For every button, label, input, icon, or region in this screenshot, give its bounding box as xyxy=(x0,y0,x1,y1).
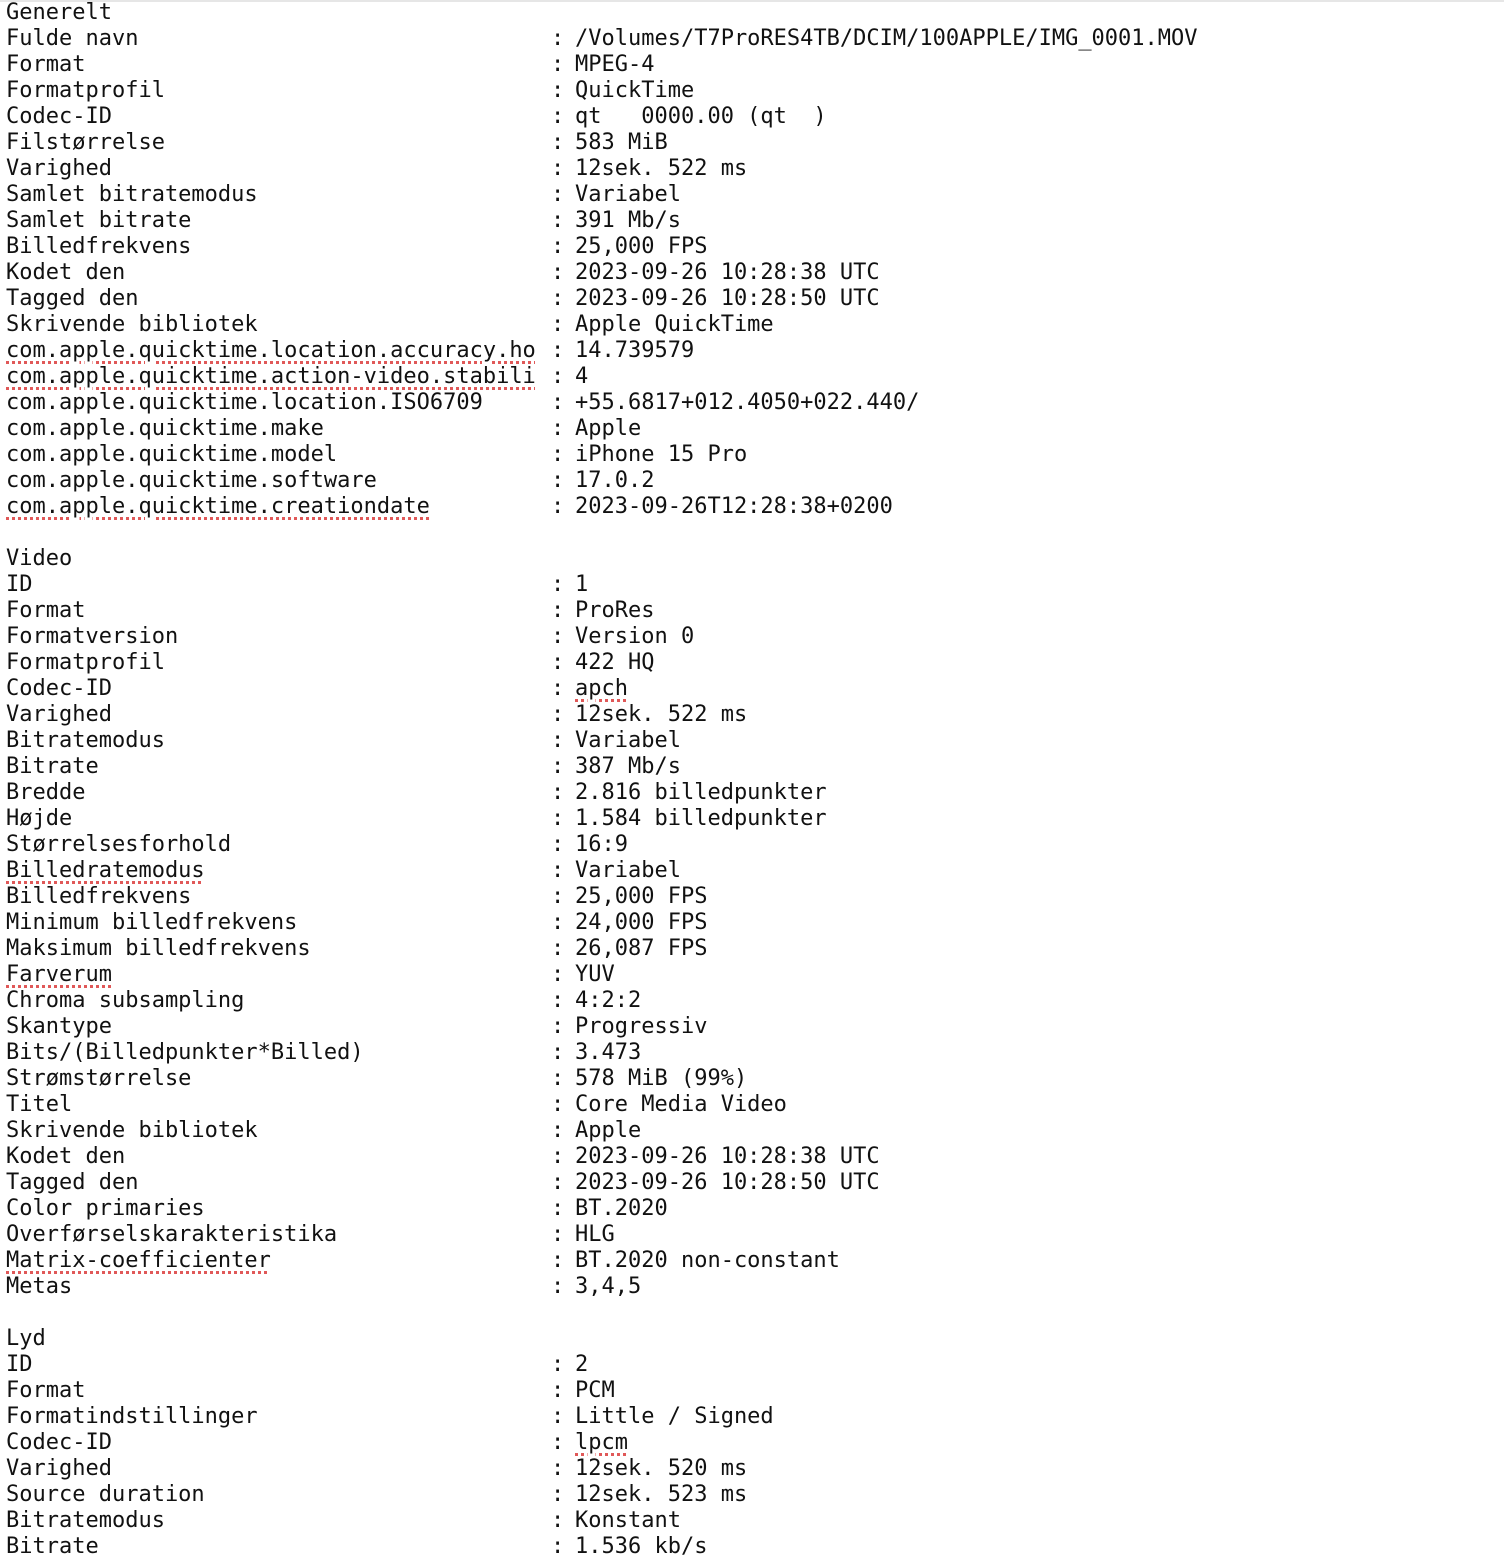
info-row xyxy=(6,988,1504,1014)
info-row xyxy=(6,832,1504,858)
info-separator: : xyxy=(551,390,565,415)
info-separator: : xyxy=(551,1508,565,1533)
info-value: 2023-09-26T12:28:38+0200 xyxy=(575,494,893,519)
info-key: Bitrate xyxy=(6,1534,99,1559)
info-value: iPhone 15 Pro xyxy=(575,442,748,467)
info-value: MPEG-4 xyxy=(575,52,655,77)
info-value: Variabel xyxy=(575,182,681,207)
info-row xyxy=(6,1248,1504,1274)
info-separator: : xyxy=(551,182,565,207)
info-row xyxy=(6,650,1504,676)
info-separator: : xyxy=(551,26,565,51)
info-key: com.apple.quicktime.location.accuracy.ho xyxy=(6,338,536,363)
info-key: Chroma subsampling xyxy=(6,988,245,1013)
info-value: Variabel xyxy=(575,728,681,753)
info-value: 25,000 FPS xyxy=(575,234,708,259)
info-separator: : xyxy=(551,624,565,649)
section-title-text: Video xyxy=(6,546,73,571)
info-separator: : xyxy=(551,572,565,597)
info-separator: : xyxy=(551,1040,565,1065)
info-key: ID xyxy=(6,1352,33,1377)
info-value: 4:2:2 xyxy=(575,988,642,1013)
info-separator: : xyxy=(551,1430,565,1455)
info-row xyxy=(6,962,1504,988)
info-value: 1.536 kb/s xyxy=(575,1534,708,1559)
info-separator: : xyxy=(551,1014,565,1039)
info-separator: : xyxy=(551,1196,565,1221)
info-key: Formatindstillinger xyxy=(6,1404,258,1429)
info-value: 583 MiB xyxy=(575,130,668,155)
info-key: Skrivende bibliotek xyxy=(6,312,258,337)
info-key: Tagged den xyxy=(6,286,139,311)
info-key: Formatversion xyxy=(6,624,179,649)
info-value: Konstant xyxy=(575,1508,681,1533)
info-separator: : xyxy=(551,468,565,493)
info-separator: : xyxy=(551,1378,565,1403)
info-row xyxy=(6,754,1504,780)
info-row xyxy=(6,780,1504,806)
info-row xyxy=(6,1014,1504,1040)
info-row xyxy=(6,1534,1504,1560)
info-separator: : xyxy=(551,1274,565,1299)
info-row xyxy=(6,936,1504,962)
info-row xyxy=(6,26,1504,52)
info-row xyxy=(6,1482,1504,1508)
info-value: 25,000 FPS xyxy=(575,884,708,909)
info-key: Color primaries xyxy=(6,1196,205,1221)
info-value: 391 Mb/s xyxy=(575,208,681,233)
info-row xyxy=(6,416,1504,442)
info-key: Bits/(Billedpunkter*Billed) xyxy=(6,1040,364,1065)
info-key: Formatprofil xyxy=(6,650,165,675)
info-row xyxy=(6,858,1504,884)
info-row xyxy=(6,1430,1504,1456)
info-separator: : xyxy=(551,676,565,701)
info-separator: : xyxy=(551,962,565,987)
info-value xyxy=(575,676,628,702)
info-value: 24,000 FPS xyxy=(575,910,708,935)
section-title xyxy=(6,0,1504,26)
info-key: com.apple.quicktime.model xyxy=(6,442,338,467)
info-separator: : xyxy=(551,806,565,831)
info-row xyxy=(6,1170,1504,1196)
section-title-text: Generelt xyxy=(6,0,112,25)
info-key: Codec-ID xyxy=(6,1430,112,1455)
info-value xyxy=(575,1430,628,1456)
info-value-text: lpcm xyxy=(575,1430,628,1455)
info-key: Format xyxy=(6,598,86,623)
info-key: Codec-ID xyxy=(6,676,112,701)
info-value: +55.6817+012.4050+022.440/ xyxy=(575,390,920,415)
info-row xyxy=(6,884,1504,910)
info-value: qt 0000.00 (qt ) xyxy=(575,104,827,129)
info-key: Filstørrelse xyxy=(6,130,165,155)
info-value: BT.2020 xyxy=(575,1196,668,1221)
info-value: Progressiv xyxy=(575,1014,708,1039)
info-separator: : xyxy=(551,1248,565,1273)
info-separator: : xyxy=(551,208,565,233)
info-value: 12sek. 522 ms xyxy=(575,156,748,181)
info-key: Samlet bitrate xyxy=(6,208,192,233)
info-key: Minimum billedfrekvens xyxy=(6,910,298,935)
info-key: Overførselskarakteristika xyxy=(6,1222,338,1247)
info-row xyxy=(6,1196,1504,1222)
info-separator: : xyxy=(551,364,565,389)
info-separator: : xyxy=(551,702,565,727)
info-separator: : xyxy=(551,494,565,519)
info-separator: : xyxy=(551,1092,565,1117)
info-separator: : xyxy=(551,52,565,77)
info-separator: : xyxy=(551,1534,565,1559)
info-key: Samlet bitratemodus xyxy=(6,182,258,207)
info-value: Version 0 xyxy=(575,624,695,649)
info-value: Apple QuickTime xyxy=(575,312,774,337)
info-key: Matrix-coefficienter xyxy=(6,1248,271,1273)
info-row xyxy=(6,208,1504,234)
info-key: com.apple.quicktime.location.ISO6709 xyxy=(6,390,483,415)
info-row xyxy=(6,1118,1504,1144)
info-separator: : xyxy=(551,234,565,259)
info-separator: : xyxy=(551,312,565,337)
info-value: QuickTime xyxy=(575,78,695,103)
info-row xyxy=(6,806,1504,832)
info-value: 387 Mb/s xyxy=(575,754,681,779)
info-row xyxy=(6,1144,1504,1170)
info-row xyxy=(6,624,1504,650)
info-key: Titel xyxy=(6,1092,73,1117)
info-row xyxy=(6,104,1504,130)
info-key: Tagged den xyxy=(6,1170,139,1195)
info-key: Fulde navn xyxy=(6,26,139,51)
info-row xyxy=(6,1508,1504,1534)
info-row xyxy=(6,1222,1504,1248)
info-value-text: apch xyxy=(575,676,628,701)
info-key: Varighed xyxy=(6,1456,112,1481)
blank-line xyxy=(6,1300,1504,1326)
info-key: Metas xyxy=(6,1274,73,1299)
info-row xyxy=(6,1066,1504,1092)
info-value: ProRes xyxy=(575,598,655,623)
info-row xyxy=(6,1274,1504,1300)
info-row xyxy=(6,1092,1504,1118)
info-key: com.apple.quicktime.software xyxy=(6,468,377,493)
info-separator: : xyxy=(551,910,565,935)
info-row xyxy=(6,1404,1504,1430)
info-value: BT.2020 non-constant xyxy=(575,1248,840,1273)
info-row xyxy=(6,364,1504,390)
info-row xyxy=(6,1352,1504,1378)
info-key: Billedfrekvens xyxy=(6,884,192,909)
info-key: Format xyxy=(6,1378,86,1403)
info-key: Bredde xyxy=(6,780,86,805)
info-row xyxy=(6,390,1504,416)
info-value: 3.473 xyxy=(575,1040,642,1065)
info-key: Højde xyxy=(6,806,73,831)
info-value: HLG xyxy=(575,1222,615,1247)
blank-line xyxy=(6,520,1504,546)
info-row xyxy=(6,1040,1504,1066)
info-separator: : xyxy=(551,286,565,311)
info-value: PCM xyxy=(575,1378,615,1403)
info-key: Varighed xyxy=(6,156,112,181)
info-key: Billedratemodus xyxy=(6,858,205,883)
info-separator: : xyxy=(551,988,565,1013)
section-title xyxy=(6,546,1504,572)
info-key: Størrelsesforhold xyxy=(6,832,232,857)
info-separator: : xyxy=(551,650,565,675)
info-value: Variabel xyxy=(575,858,681,883)
info-key: com.apple.quicktime.make xyxy=(6,416,324,441)
info-key: Skrivende bibliotek xyxy=(6,1118,258,1143)
info-row xyxy=(6,338,1504,364)
info-value: 578 MiB (99%) xyxy=(575,1066,748,1091)
info-row xyxy=(6,702,1504,728)
info-value: 12sek. 522 ms xyxy=(575,702,748,727)
info-value: 4 xyxy=(575,364,589,389)
mediainfo-text-document[interactable] xyxy=(6,0,1504,1560)
info-separator: : xyxy=(551,156,565,181)
info-key: ID xyxy=(6,572,33,597)
info-key: com.apple.quicktime.action-video.stabili xyxy=(6,364,536,389)
info-value: 422 HQ xyxy=(575,650,655,675)
info-separator: : xyxy=(551,780,565,805)
info-key: Kodet den xyxy=(6,260,126,285)
info-row xyxy=(6,598,1504,624)
info-row xyxy=(6,442,1504,468)
info-value: /Volumes/T7ProRES4TB/DCIM/100APPLE/IMG_0001.MOV xyxy=(575,26,1198,51)
info-key: Kodet den xyxy=(6,1144,126,1169)
info-separator: : xyxy=(551,78,565,103)
info-separator: : xyxy=(551,260,565,285)
section-title-text: Lyd xyxy=(6,1326,46,1351)
info-value: 17.0.2 xyxy=(575,468,655,493)
info-separator: : xyxy=(551,598,565,623)
info-row xyxy=(6,676,1504,702)
info-key: Format xyxy=(6,52,86,77)
info-separator: : xyxy=(551,832,565,857)
info-key: Billedfrekvens xyxy=(6,234,192,259)
info-separator: : xyxy=(551,416,565,441)
info-value: 2023-09-26 10:28:38 UTC xyxy=(575,1144,880,1169)
info-row xyxy=(6,910,1504,936)
info-separator: : xyxy=(551,936,565,961)
info-separator: : xyxy=(551,884,565,909)
info-value: Apple xyxy=(575,1118,642,1143)
info-separator: : xyxy=(551,1222,565,1247)
info-value: 2023-09-26 10:28:38 UTC xyxy=(575,260,880,285)
info-separator: : xyxy=(551,1144,565,1169)
info-separator: : xyxy=(551,754,565,779)
info-separator: : xyxy=(551,1066,565,1091)
info-key: Maksimum billedfrekvens xyxy=(6,936,311,961)
info-separator: : xyxy=(551,104,565,129)
info-value: 3,4,5 xyxy=(575,1274,642,1299)
info-value: 16:9 xyxy=(575,832,628,857)
info-row xyxy=(6,260,1504,286)
info-key: Skantype xyxy=(6,1014,112,1039)
info-key: Bitratemodus xyxy=(6,1508,165,1533)
info-value: Little / Signed xyxy=(575,1404,774,1429)
info-row xyxy=(6,130,1504,156)
info-separator: : xyxy=(551,442,565,467)
info-key: Strømstørrelse xyxy=(6,1066,192,1091)
info-value: 26,087 FPS xyxy=(575,936,708,961)
info-separator: : xyxy=(551,858,565,883)
info-key: Varighed xyxy=(6,702,112,727)
info-row xyxy=(6,1378,1504,1404)
info-row xyxy=(6,78,1504,104)
info-value: Apple xyxy=(575,416,642,441)
info-value: 12sek. 520 ms xyxy=(575,1456,748,1481)
info-key: Codec-ID xyxy=(6,104,112,129)
info-value: 14.739579 xyxy=(575,338,695,363)
info-value: 1 xyxy=(575,572,589,597)
info-value: 1.584 billedpunkter xyxy=(575,806,827,831)
info-row xyxy=(6,1456,1504,1482)
info-separator: : xyxy=(551,1456,565,1481)
info-separator: : xyxy=(551,338,565,363)
info-row xyxy=(6,572,1504,598)
info-value: 2.816 billedpunkter xyxy=(575,780,827,805)
info-row xyxy=(6,468,1504,494)
info-value: YUV xyxy=(575,962,615,987)
info-row xyxy=(6,182,1504,208)
info-separator: : xyxy=(551,1482,565,1507)
info-row xyxy=(6,728,1504,754)
info-value: 12sek. 523 ms xyxy=(575,1482,748,1507)
info-separator: : xyxy=(551,1404,565,1429)
info-key: Farverum xyxy=(6,962,112,987)
info-separator: : xyxy=(551,130,565,155)
info-value: Core Media Video xyxy=(575,1092,787,1117)
info-row xyxy=(6,52,1504,78)
info-value: 2023-09-26 10:28:50 UTC xyxy=(575,1170,880,1195)
info-value: 2 xyxy=(575,1352,589,1377)
info-key: com.apple.quicktime.creationdate xyxy=(6,494,430,519)
info-row xyxy=(6,156,1504,182)
info-separator: : xyxy=(551,1170,565,1195)
info-row xyxy=(6,286,1504,312)
info-key: Formatprofil xyxy=(6,78,165,103)
info-key: Bitratemodus xyxy=(6,728,165,753)
info-value: 2023-09-26 10:28:50 UTC xyxy=(575,286,880,311)
info-row xyxy=(6,234,1504,260)
info-key: Bitrate xyxy=(6,754,99,779)
info-row xyxy=(6,312,1504,338)
info-key: Source duration xyxy=(6,1482,205,1507)
info-row xyxy=(6,494,1504,520)
info-separator: : xyxy=(551,728,565,753)
info-separator: : xyxy=(551,1352,565,1377)
section-title xyxy=(6,1326,1504,1352)
info-separator: : xyxy=(551,1118,565,1143)
